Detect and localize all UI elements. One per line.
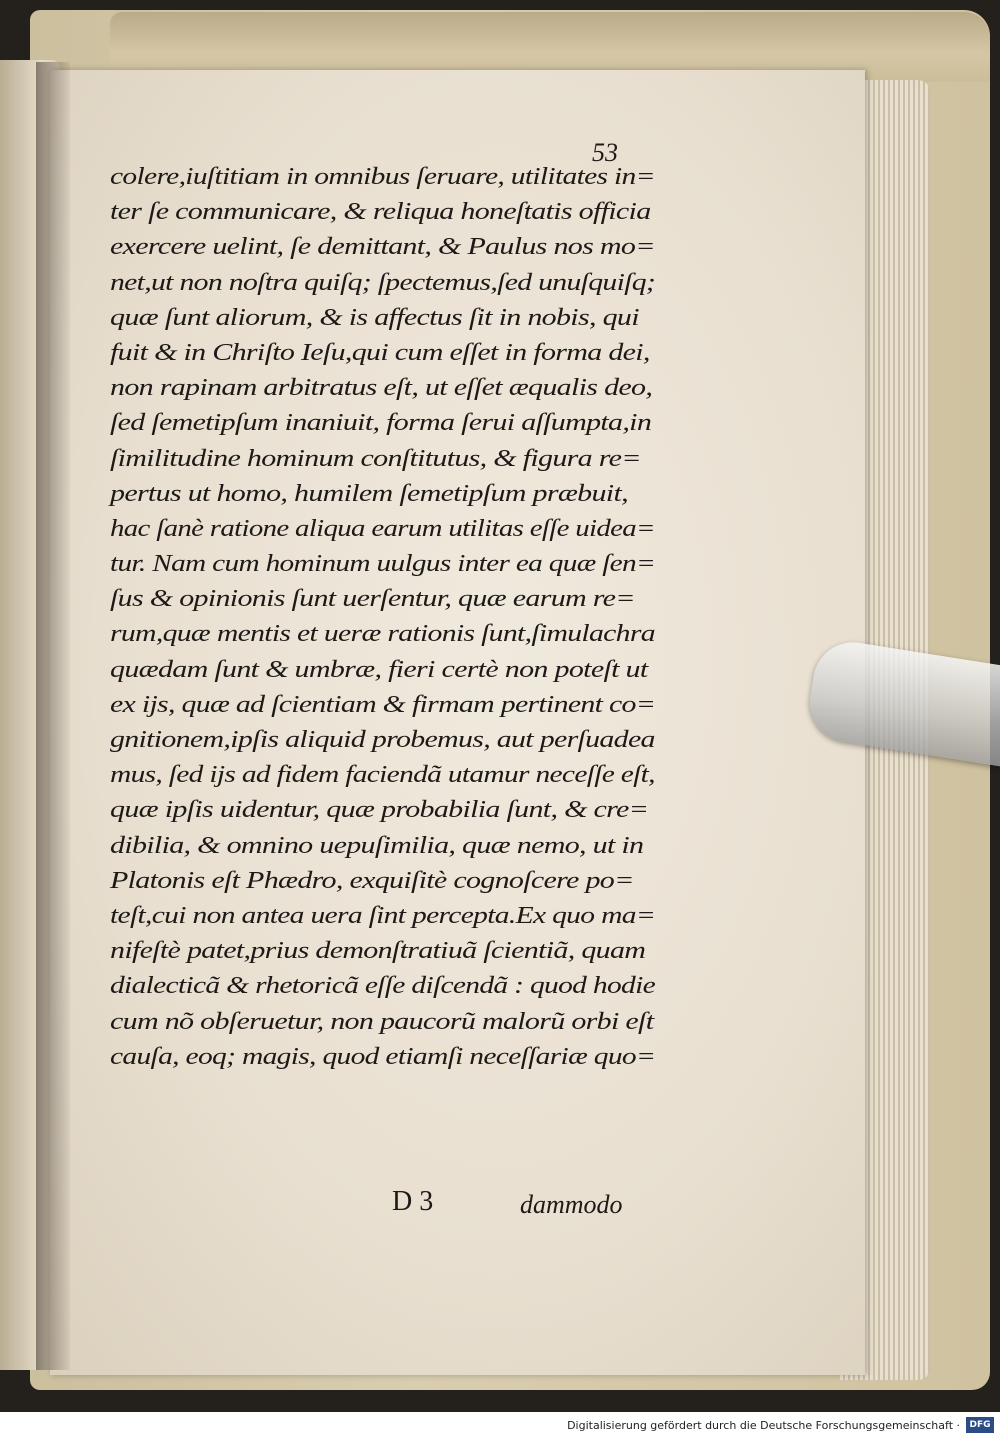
text-line: ſed ſemetipſum inaniuit, forma ſerui aſſumpta,in [110,410,652,437]
text-line: dibilia, & omnino uериſimilia, quæ nemo, ut in [110,832,644,859]
text-line: cum nõ obſeruetur, non paucorũ malorũ orbi eſt [110,1008,654,1035]
text-line: colere,iuſtitiam in omnibus ſeruare, utilitates in= [110,164,655,190]
footer-bar [0,1412,1000,1440]
text-line: pertus ut homo, humilem ſemetipſum præbuit, [110,480,628,507]
text-line: ſus & opinionis ſunt uerſentur, quæ earum re= [110,586,635,613]
page-text-block [110,160,655,1075]
text-line: gnitionem,ipſis aliquid probemus, aut perſuadea [110,727,655,753]
text-line: cauſa, eoq; magis, quod etiamſi neceſſariæ quo= [110,1043,656,1070]
text-line: Platonis eſt Phædro, exquiſitè cognoſcere po= [110,867,634,894]
text-line: non rapinam arbitratus eſt, ut eſſet æqualis deo, [110,375,653,402]
signature-mark: D 3 [392,1186,434,1217]
text-line: fuit & in Chriſto Ieſu,qui cum eſſet in forma dei, [110,339,650,366]
text-line: ex ijs, quæ ad ſcientiam & firmam pertinent co= [110,691,656,718]
folio-number: 53 [592,138,618,167]
text-line: quæ ipſis uidentur, quæ probabilia ſunt, & cre= [110,797,649,824]
funding-credit: Digitalisierung gefördert durch die Deutsche Forschungsgemeinschaft · [567,1419,960,1432]
text-line: net,ut non noſtra quiſq; ſpectemus,ſed unuſquiſq; [110,269,656,296]
text-line: ter ſe communicare, & reliqua honeſtatis officia [110,199,651,226]
text-line: quæ ſunt aliorum, & is affectus ſit in nobis, qui [110,304,639,331]
catchword: dammodo [520,1190,623,1219]
text-line: hac ſanè ratione aliqua earum utilitas eſſe uidea= [110,515,655,542]
text-line: tur. Nam cum hominum uulgus inter ea quæ ſen= [110,551,656,578]
text-line: exercere uelint, ſe demittant, & Paulus nos mo= [110,234,655,261]
text-line: dialecticã & rhetoricã eſſe diſcendã : quod hodie [110,973,656,1000]
text-line: nifeſtè patet,prius demonſtratiuã ſcientiã, quam [110,938,646,965]
text-line: rum,quæ mentis et ueræ rationis ſunt,ſimulachra [110,621,655,648]
gutter-shadow [36,62,70,1370]
text-line: teſt,cui non antea uera ſint percepta.Ex quo ma= [110,902,656,929]
dfg-logo: DFG [966,1417,994,1433]
text-line: ſimilitudine hominum conſtitutus, & figura re= [110,445,641,472]
text-line: mus, ſed ijs ad fidem faciendã utamur neceſſe eſt, [110,762,655,789]
text-line: quædam ſunt & umbræ, fieri certè non poteſt ut [110,656,648,683]
